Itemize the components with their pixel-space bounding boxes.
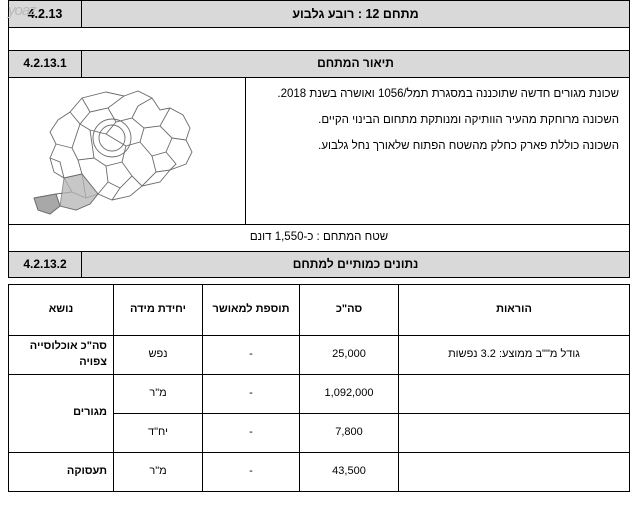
data-heading: נתונים כמותיים למתחם (82, 251, 630, 277)
description-paragraph-2: השכונה מרוחקת מהעיר הוותיקה ומנותקת מתחום הבינוי הקיים. (318, 113, 619, 126)
cell-subject: מגורים (9, 374, 114, 452)
cell-total: 43,500 (300, 452, 399, 491)
compound-title-table (8, 0, 630, 28)
spacer-table (8, 27, 630, 51)
description-header-table (8, 50, 630, 77)
column-header-notes: הוראות (399, 284, 630, 335)
description-heading: תיאור המתחם (82, 51, 630, 77)
cell-unit: מ"ר (114, 452, 203, 491)
data-header-row (9, 251, 630, 277)
compound-title-row (9, 1, 630, 28)
cell-notes (399, 452, 630, 491)
compound-map-image (20, 82, 235, 220)
description-section-number: 4.2.13.1 (9, 51, 82, 77)
table-row (9, 452, 630, 491)
cell-extra: - (203, 374, 300, 413)
spacer-row (9, 28, 630, 51)
quantitative-data-table (8, 284, 630, 492)
description-paragraph-3: השכונה כוללת פארק כחלק מהשטח הפתוח שלאורך נחל גלבוע. (318, 140, 619, 153)
column-header-total: סה"כ (300, 284, 399, 335)
description-text-cell (246, 77, 630, 224)
cell-notes: גודל מ""ב ממוצע: 3.2 נפשות (399, 335, 630, 374)
cell-unit: מ"ר (114, 374, 203, 413)
cell-notes (399, 413, 630, 452)
cell-subject: סה"כ אוכלוסייה צפויה (9, 335, 114, 374)
cell-extra: - (203, 452, 300, 491)
data-section-number: 4.2.13.2 (9, 251, 82, 277)
cell-total: 25,000 (300, 335, 399, 374)
compound-section-number: 4.2.13 (9, 1, 82, 28)
description-header-row (9, 51, 630, 77)
cell-total: 7,800 (300, 413, 399, 452)
description-body-table (8, 77, 630, 225)
column-header-extra: תוספת למאושר (203, 284, 300, 335)
column-header-subject: נושא (9, 284, 114, 335)
table-row (9, 374, 630, 413)
description-paragraph-1: שכונת מגורים חדשה שתוכננה במסגרת תמל/1056 ואושרה בשנת 2018. (277, 87, 619, 100)
cell-notes (399, 374, 630, 413)
compound-map-cell (9, 77, 246, 224)
cell-total: 1,092,000 (300, 374, 399, 413)
spacer-cell (9, 28, 630, 51)
cell-subject: תעסוקה (9, 452, 114, 491)
compound-title: מתחם 12 : רובע גלבוע (82, 1, 630, 28)
cell-unit: נפש (114, 335, 203, 374)
column-header-unit: יחידת מידה (114, 284, 203, 335)
data-header-table (8, 251, 630, 278)
cell-extra: - (203, 335, 300, 374)
description-body-row (9, 77, 630, 224)
compound-area-line: שטח המתחם : כ-1,550 דונם (8, 225, 630, 252)
cell-unit: יח"ד (114, 413, 203, 452)
cell-extra: - (203, 413, 300, 452)
table-row (9, 335, 630, 374)
data-table-header-row (9, 284, 630, 335)
watermark: yoaz (8, 2, 36, 19)
